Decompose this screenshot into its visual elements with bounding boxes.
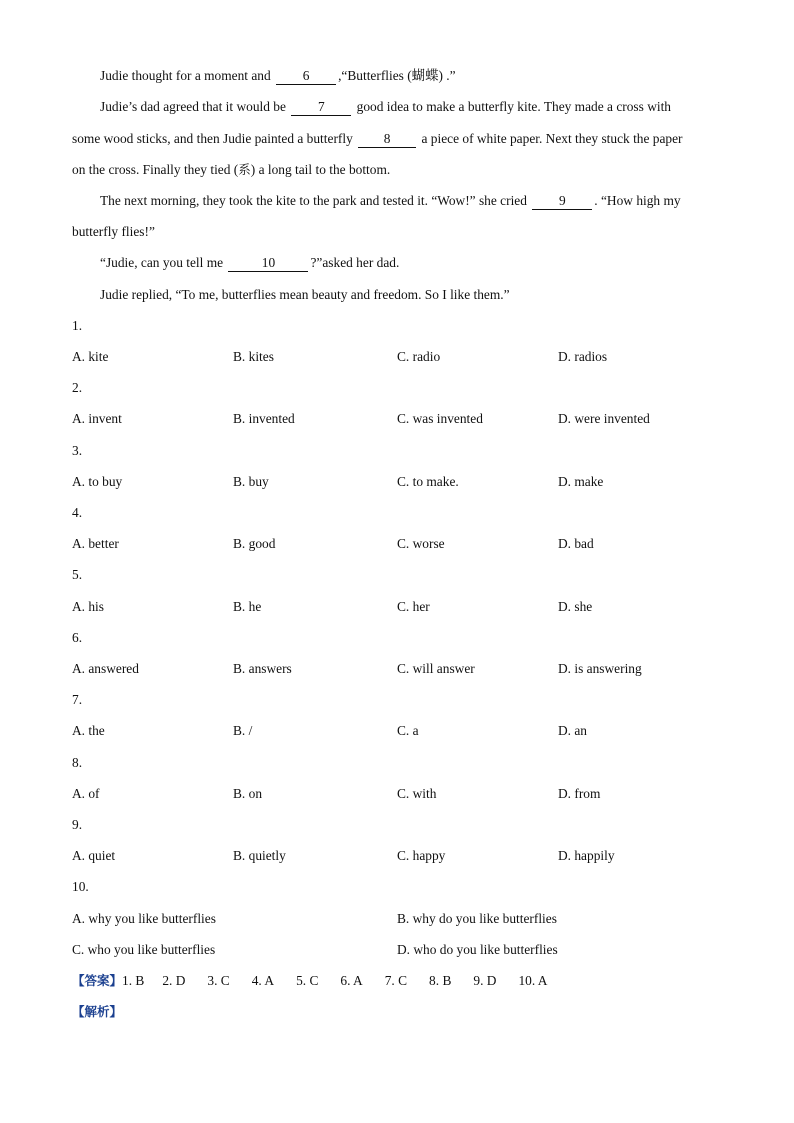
passage-line-8 — [100, 285, 510, 305]
option-b: B. kites — [233, 349, 274, 364]
option-b: B. invented — [233, 411, 295, 426]
passage-line-2 — [100, 97, 671, 117]
analysis-label: 【解析】 — [72, 1004, 123, 1019]
blank-7: 7 — [291, 99, 351, 116]
option-b: B. he — [233, 599, 262, 614]
passage-line-6 — [72, 222, 155, 242]
blank-10: 10 — [228, 255, 308, 272]
answer-item: 2. D — [162, 973, 186, 988]
option-a: A. the — [72, 723, 105, 738]
option-c: C. her — [397, 599, 430, 614]
option-b: B. buy — [233, 474, 269, 489]
option-b: B. / — [233, 723, 253, 738]
question-number: 5. — [72, 567, 83, 582]
answer-key — [72, 971, 569, 991]
option-b: B. quietly — [233, 848, 286, 863]
option-c: C. happy — [397, 848, 446, 863]
option-a: A. better — [72, 536, 119, 551]
answer-item: 8. B — [429, 973, 452, 988]
option-a: A. answered — [72, 661, 139, 676]
option-c: C. to make. — [397, 474, 459, 489]
answer-item: 10. A — [518, 973, 548, 988]
text: some wood sticks, and then Judie painted a butterfly — [72, 131, 353, 146]
blank-9: 9 — [532, 193, 592, 210]
option-d: D. is answering — [558, 661, 642, 676]
option-b: B. why do you like butterflies — [397, 911, 557, 926]
option-a: A. kite — [72, 349, 109, 364]
option-c: C. radio — [397, 349, 441, 364]
option-c: C. was invented — [397, 411, 483, 426]
passage-line-4 — [72, 160, 390, 180]
text: good idea to make a butterfly kite. They made a cross with — [356, 99, 671, 114]
answer-item: 7. C — [384, 973, 408, 988]
option-d: D. bad — [558, 536, 594, 551]
text: a piece of white paper. Next they stuck the paper — [421, 131, 683, 146]
answer-item: 4. A — [251, 973, 275, 988]
option-a: A. to buy — [72, 474, 123, 489]
question-number: 6. — [72, 630, 83, 645]
blank-8: 8 — [358, 131, 416, 148]
option-d: D. she — [558, 599, 593, 614]
text: on the cross. Finally they tied ( — [72, 162, 239, 177]
question-number: 3. — [72, 443, 83, 458]
question-number: 10. — [72, 879, 89, 894]
option-d: D. make — [558, 474, 604, 489]
option-d: D. happily — [558, 848, 615, 863]
option-a: A. his — [72, 599, 104, 614]
option-b: B. good — [233, 536, 276, 551]
text: 系 — [238, 162, 251, 177]
option-c: C. who you like butterflies — [72, 942, 216, 957]
text: butterfly flies!” — [72, 224, 155, 239]
text: Judie thought for a moment and — [100, 68, 271, 83]
option-c: C. a — [397, 723, 419, 738]
text: ?”asked her dad. — [310, 255, 400, 270]
option-c: C. worse — [397, 536, 445, 551]
question-number: 7. — [72, 692, 83, 707]
option-d: D. radios — [558, 349, 608, 364]
option-b: B. answers — [233, 661, 292, 676]
analysis-section — [72, 1002, 122, 1022]
answer-item: 9. D — [473, 973, 497, 988]
text: ) a long tail to the bottom. — [250, 162, 391, 177]
option-c: C. will answer — [397, 661, 475, 676]
answer-item: 5. C — [296, 973, 319, 988]
text: Judie replied, “To me, butterflies mean beauty and freedom. So I like them.” — [100, 287, 510, 302]
question-number: 8. — [72, 755, 83, 770]
option-a: A. invent — [72, 411, 122, 426]
question-number: 4. — [72, 505, 83, 520]
option-c: C. with — [397, 786, 437, 801]
option-a: A. quiet — [72, 848, 116, 863]
text: . “How high my — [594, 193, 681, 208]
answer-item: 1. B — [122, 973, 145, 988]
option-d: D. an — [558, 723, 588, 738]
passage-line-5 — [100, 191, 681, 211]
option-a: A. why you like butterflies — [72, 911, 216, 926]
answer-item: 6. A — [340, 973, 363, 988]
question-number: 1. — [72, 318, 83, 333]
answer-item: 3. C — [207, 973, 230, 988]
option-d: D. who do you like butterflies — [397, 942, 558, 957]
option-a: A. of — [72, 786, 100, 801]
text: Judie’s dad agreed that it would be — [100, 99, 286, 114]
option-d: D. from — [558, 786, 601, 801]
option-d: D. were invented — [558, 411, 650, 426]
text: ,“Butterflies (蝴蝶) .” — [338, 68, 456, 83]
passage-line-3 — [72, 129, 683, 149]
blank-6: 6 — [276, 68, 336, 85]
question-number: 9. — [72, 817, 83, 832]
passage-line-7 — [100, 253, 399, 273]
text: “Judie, can you tell me — [100, 255, 224, 270]
text: The next morning, they took the kite to the park and tested it. “Wow!” she cried — [100, 193, 527, 208]
passage-line-1 — [100, 66, 456, 86]
question-number: 2. — [72, 380, 83, 395]
option-b: B. on — [233, 786, 263, 801]
answer-label: 【答案】 — [72, 973, 123, 988]
